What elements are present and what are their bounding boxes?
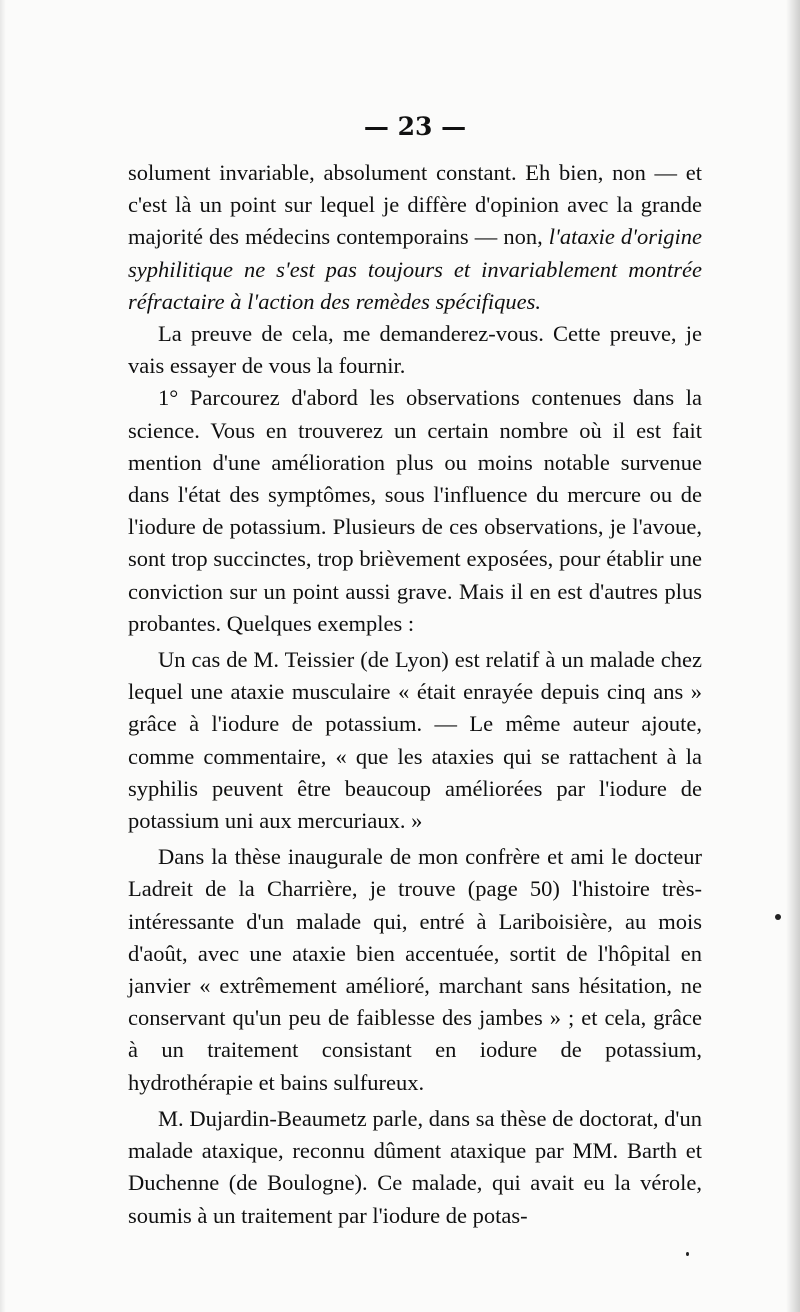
paragraph-4: Un cas de M. Teissier (de Lyon) est relatif à un malade chez lequel une ataxie musculaire « était enrayée depuis cinq ans » grâce à l'iodure de potassium. — Le même auteur ajoute, comme commentaire, « que les ataxies qui se rattachent à la syphilis peuvent être beaucoup améliorées par l'iodure de potassium uni aux mercuriaux. » (128, 647, 702, 834)
paragraph-2: La preuve de cela, me demanderez-vous. Cette preuve, je vais essayer de vous la fournir. (128, 321, 702, 379)
paragraph-5: Dans la thèse inaugurale de mon confrère et ami le docteur Ladreit de la Charrière, je trouve (page 50) l'histoire très-intéressante d'un malade qui, entré à Lariboisière, au mois d'août, avec une ataxie bien accentuée, sortit de l'hôpital en janvier « extrêmement amélioré, marchant sans hésitation, ne conservant qu'un peu de faiblesse des jambes » ; et cela, grâce à un traitement consistant en iodure de potassium, hydrothérapie et bains sulfureux. (128, 844, 702, 1095)
page-gutter-shadow (0, 0, 6, 1312)
paragraph-6: M. Dujardin-Beaumetz parle, dans sa thèse de doctorat, d'un malade ataxique, reconnu dûment ataxique par MM. Barth et Duchenne (de Boulogne). Ce malade, qui avait eu la vérole, soumis à un traitement par l'iodure de potas- (128, 1105, 702, 1228)
ink-speck (686, 1252, 689, 1256)
ink-speck (775, 914, 781, 920)
page-edge-shadow (786, 0, 800, 1312)
paragraph-3: 1° Parcourez d'abord les observations contenues dans la science. Vous en trouverez un certain nombre où il est fait mention d'une amélioration plus ou moins notable survenue dans l'état des symptômes, sous l'influence du mercure ou de l'iodure de potassium. Plusieurs de ces observations, je l'avoue, sont trop succinctes, trop brièvement exposées, pour établir une conviction sur un point aussi grave. Mais il en est d'autres plus probantes. Quelques exemples : (128, 385, 702, 636)
body-text (128, 157, 702, 1232)
paragraph-1-text: solument invariable, absolument constant. Eh bien, non — et c'est là un point sur lequel je diffère d'opinion avec la grande majorité des médecins contemporains — non, (128, 160, 702, 250)
paragraph-1 (128, 157, 702, 318)
page-number: — 23 — (363, 112, 467, 141)
paragraph-1-italic-text: l'ataxie d'origine syphilitique ne s'est pas toujours et invariablement montrée réfractaire à l'action des remèdes spécifiques. (128, 224, 702, 314)
